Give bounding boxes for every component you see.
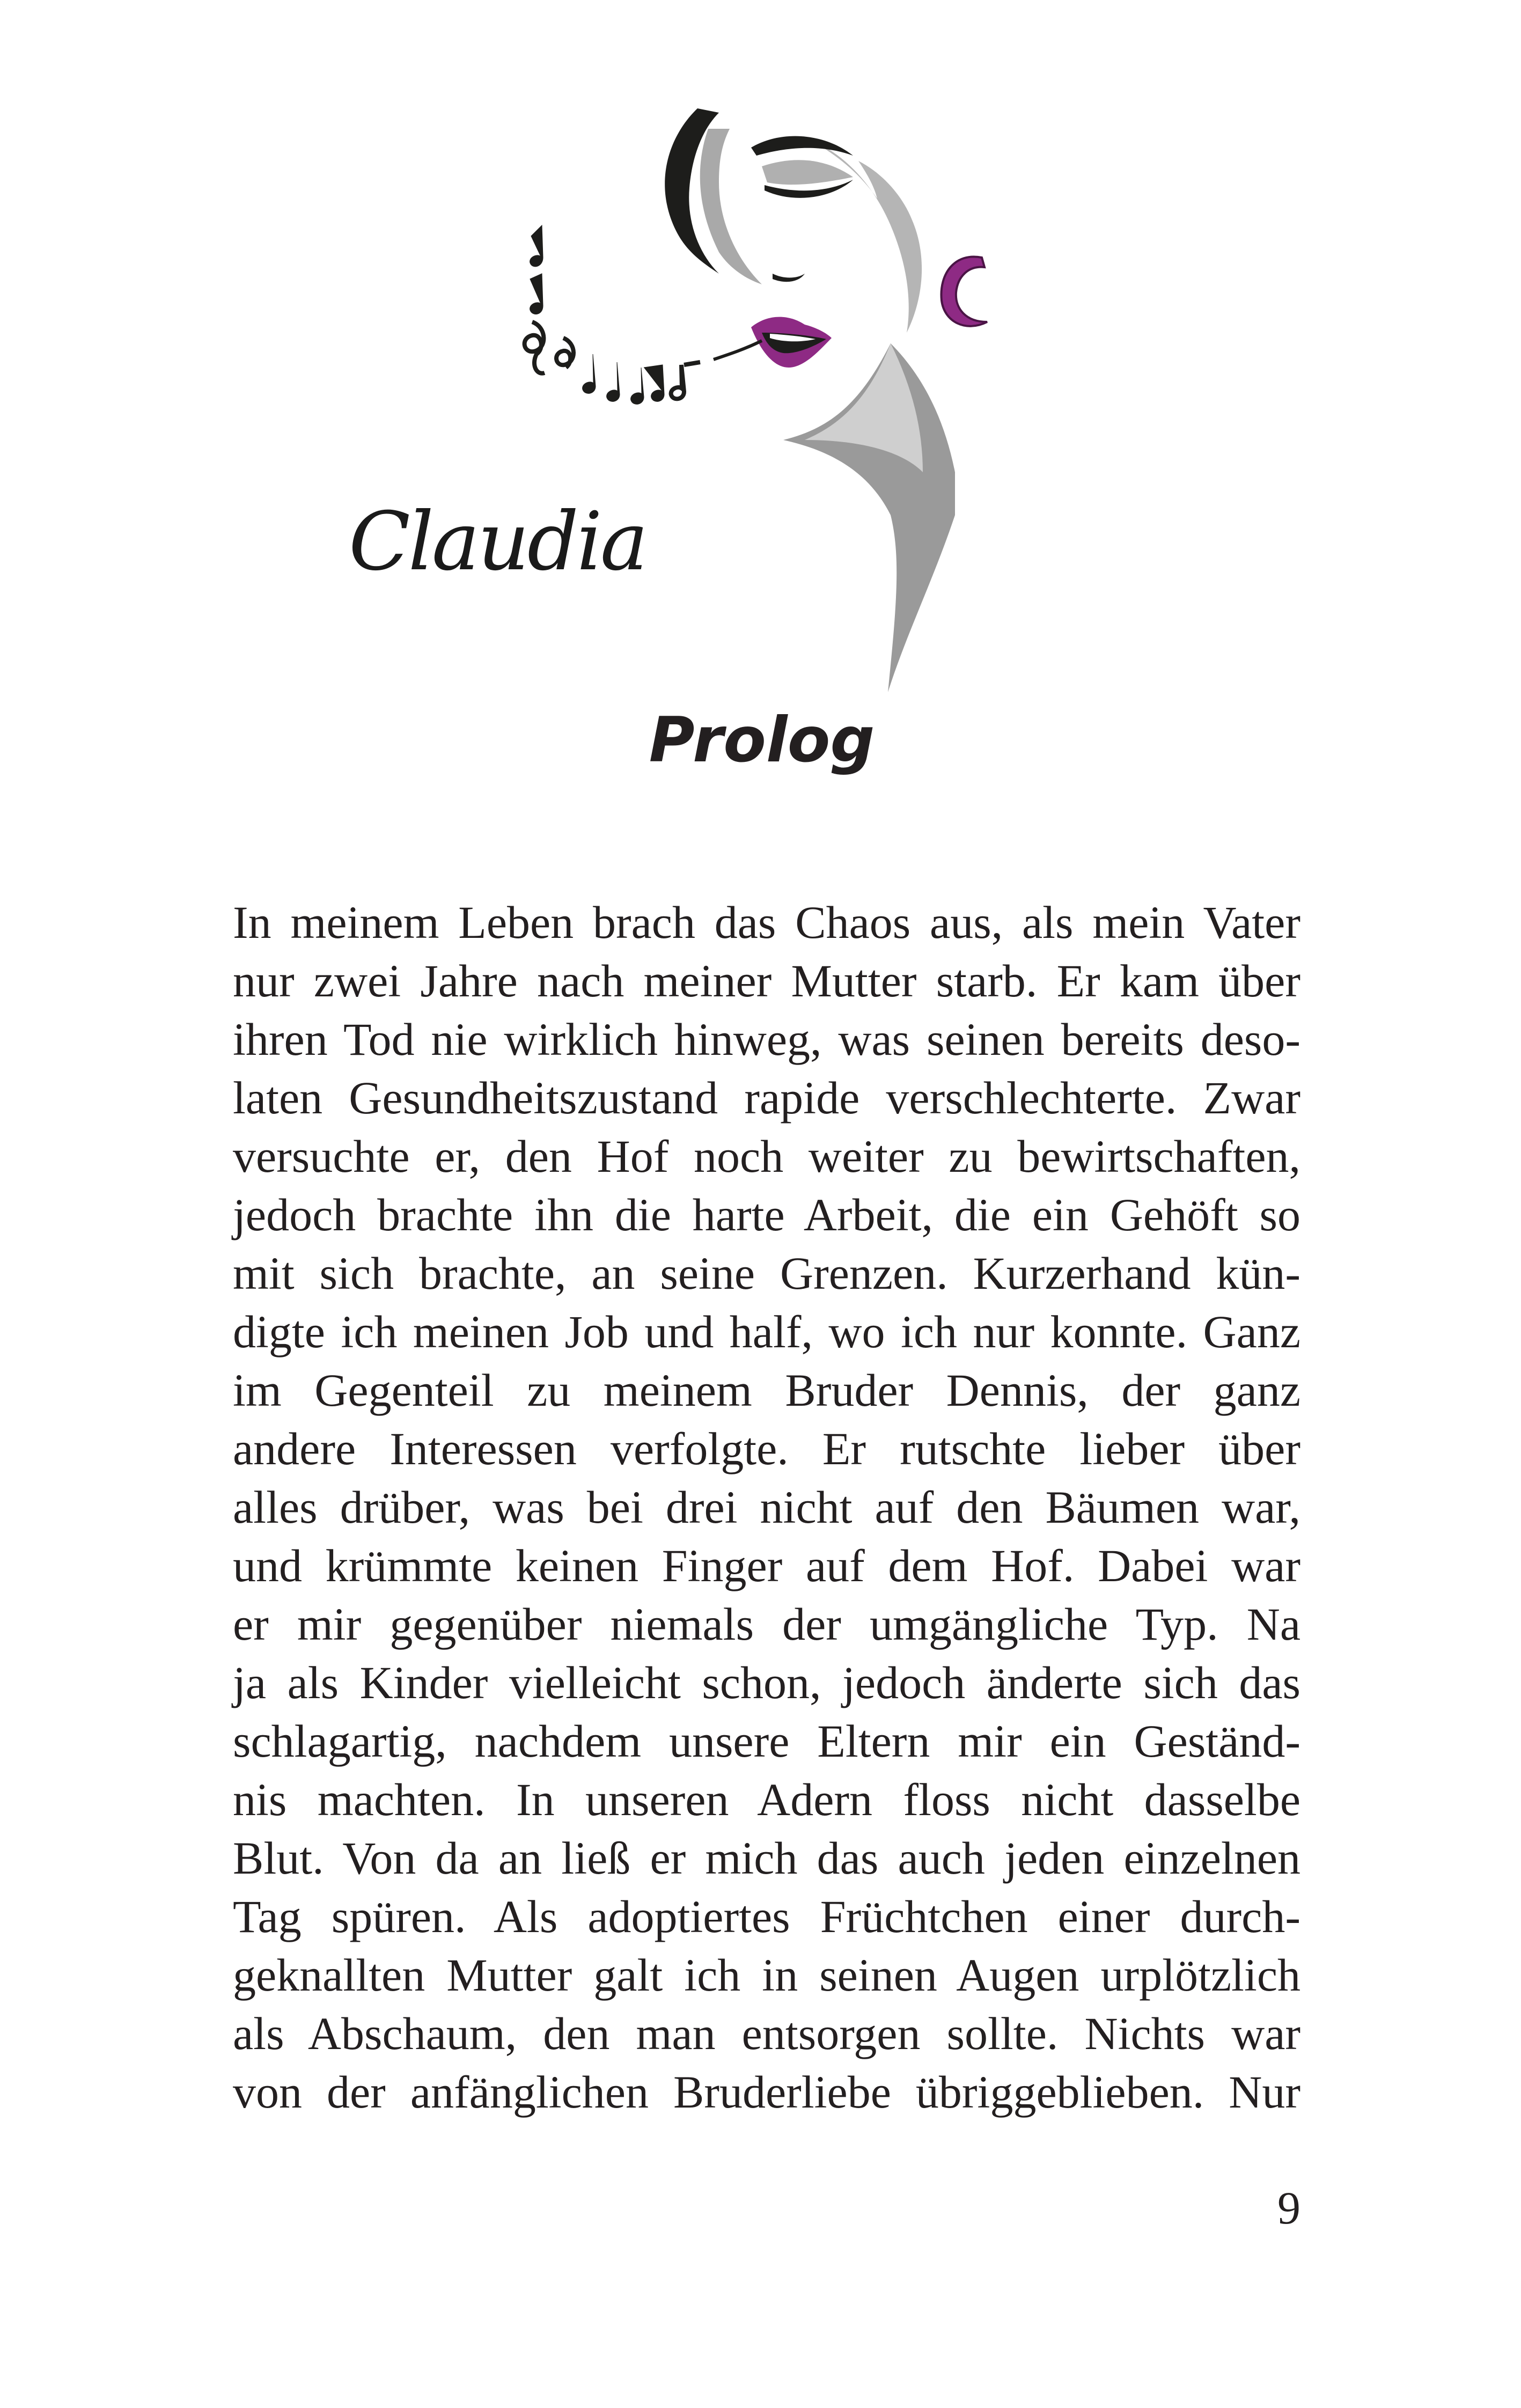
hair-shade-left	[700, 129, 762, 284]
text-line: jedoch brachte ihn die harte Arbeit, die ein Gehöft so	[233, 1189, 1300, 1240]
text-line: Tag spüren. Als adoptiertes Früchtchen einer durch-	[233, 1891, 1300, 1942]
body-paragraph	[233, 893, 1300, 2121]
character-name-caption: Claudia	[349, 495, 646, 589]
text-line: im Gegenteil zu meinem Bruder Dennis, der ganz	[233, 1364, 1300, 1416]
earring-icon	[941, 256, 987, 326]
eyelid-shade	[762, 160, 853, 185]
text-line: digte ich meinen Job und half, wo ich nur konnte. Ganz	[233, 1306, 1300, 1357]
text-line: nis machten. In unseren Adern floss nicht dasselbe	[233, 1774, 1300, 1825]
text-line: laten Gesundheitszustand rapide verschlechterte. Zwar	[233, 1072, 1300, 1124]
text-line: als Abschaum, den man entsorgen sollte. Nichts war	[233, 2008, 1300, 2059]
singing-woman-illustration	[483, 97, 1094, 698]
text-line: von der anfänglichen Bruderliebe übriggeblieben. Nur	[233, 2066, 1300, 2118]
text-line: ihren Tod nie wirklich hinweg, was seinen bereits deso-	[233, 1014, 1300, 1065]
text-line: versuchte er, den Hof noch weiter zu bewirtschaften,	[233, 1130, 1300, 1182]
text-line: nur zwei Jahre nach meiner Mutter starb. Er kam über	[233, 955, 1300, 1007]
text-line: schlagartig, nachdem unsere Eltern mir ein Geständ-	[233, 1715, 1300, 1767]
eyebrow-shape	[751, 136, 853, 156]
text-line: ja als Kinder vielleicht schon, jedoch änderte sich das	[233, 1657, 1300, 1708]
text-line: geknallten Mutter galt ich in seinen Augen urplötzlich	[233, 1949, 1300, 2001]
text-line: er mir gegenüber niemals der umgängliche Typ. Na	[233, 1598, 1300, 1650]
text-line: Blut. Von da an ließ er mich das auch jeden einzelnen	[233, 1832, 1300, 1884]
text-line: mit sich brachte, an seine Grenzen. Kurzerhand kün-	[233, 1247, 1300, 1299]
text-line: und krümmte keinen Finger auf dem Hof. Dabei war	[233, 1540, 1300, 1591]
nose-shape	[773, 274, 805, 282]
text-line: alles drüber, was bei drei nicht auf den Bäumen war,	[233, 1481, 1300, 1533]
chapter-title: Prolog	[649, 704, 875, 776]
text-line: In meinem Leben brach das Chaos aus, als mein Vater	[233, 897, 1300, 948]
text-line: andere Interessen verfolgte. Er rutschte lieber über	[233, 1423, 1300, 1474]
page-number: 9	[1277, 2182, 1300, 2234]
